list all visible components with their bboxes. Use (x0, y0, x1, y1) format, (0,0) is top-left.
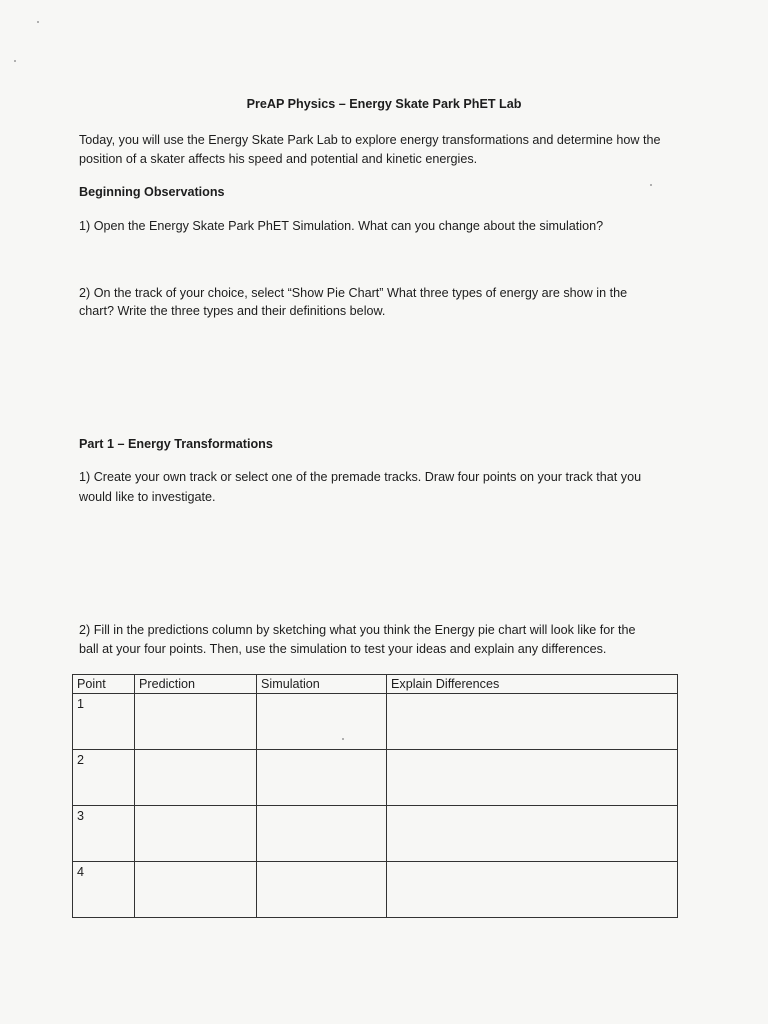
table-header-row (73, 675, 678, 694)
intro-line-2: position of a skater affects his speed and potential and kinetic energies. (79, 152, 478, 166)
predictions-table (72, 674, 678, 918)
header-explain-differences: Explain Differences (387, 675, 678, 694)
beginning-question-2-line-2: chart? Write the three types and their definitions below. (79, 304, 386, 318)
page-title: PreAP Physics – Energy Skate Park PhET Lab (246, 97, 522, 111)
explain-differences-cell (387, 862, 678, 918)
explain-differences-cell (387, 750, 678, 806)
part1-question-2-line-2: ball at your four points. Then, use the simulation to test your ideas and explain any differences. (79, 642, 607, 656)
explain-differences-cell (387, 694, 678, 750)
point-number-cell: 3 (73, 806, 135, 862)
prediction-cell (135, 694, 257, 750)
header-simulation: Simulation (257, 675, 387, 694)
table-row (73, 806, 678, 862)
beginning-question-2-line-1: 2) On the track of your choice, select “Show Pie Chart” What three types of energy are show in the (79, 286, 628, 300)
table-row (73, 750, 678, 806)
part1-question-2-line-1: 2) Fill in the predictions column by sketching what you think the Energy pie chart will look like for the (79, 623, 636, 637)
header-prediction: Prediction (135, 675, 257, 694)
part1-question-1-line-2: would like to investigate. (79, 490, 216, 504)
prediction-cell (135, 862, 257, 918)
simulation-cell (257, 806, 387, 862)
header-point: Point (73, 675, 135, 694)
intro-line-1: Today, you will use the Energy Skate Park Lab to explore energy transformations and determine how the (79, 133, 661, 147)
part1-heading: Part 1 – Energy Transformations (79, 437, 273, 451)
scan-speck (14, 60, 16, 62)
scan-speck (37, 21, 39, 23)
point-number-cell: 4 (73, 862, 135, 918)
scan-speck (650, 184, 652, 186)
part1-question-1-line-1: 1) Create your own track or select one of the premade tracks. Draw four points on your track that you (79, 470, 642, 484)
beginning-question-1: 1) Open the Energy Skate Park PhET Simulation. What can you change about the simulation? (79, 219, 604, 233)
prediction-cell (135, 750, 257, 806)
point-number-cell: 2 (73, 750, 135, 806)
simulation-cell (257, 862, 387, 918)
point-number-cell: 1 (73, 694, 135, 750)
table-row (73, 862, 678, 918)
simulation-cell (257, 750, 387, 806)
beginning-heading: Beginning Observations (79, 185, 225, 199)
simulation-cell (257, 694, 387, 750)
explain-differences-cell (387, 806, 678, 862)
table-row (73, 694, 678, 750)
prediction-cell (135, 806, 257, 862)
